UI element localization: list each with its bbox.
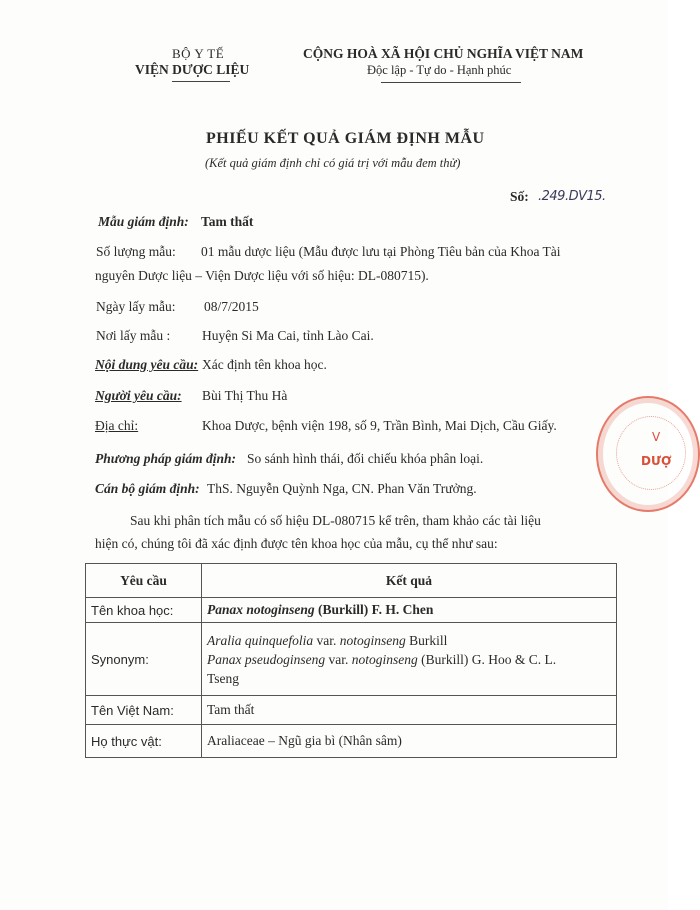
result-table (85, 563, 617, 758)
method-value: So sánh hình thái, đối chiếu khóa phân loại. (247, 451, 484, 466)
table-row (86, 725, 617, 758)
header-right-divider (381, 82, 521, 83)
conclusion-line2: hiện có, chúng tôi đã xác định được tên khoa học của mẫu, cụ thể như sau: (95, 536, 498, 551)
synonym-2-name: Panax pseudoginseng (207, 651, 326, 667)
table-header-row (86, 564, 617, 598)
quantity-value-line2: nguyên Dược liệu – Viện Dược liệu với số hiệu: DL-080715). (95, 268, 429, 283)
synonym-label: Synonym: (86, 623, 202, 696)
table-row (86, 623, 617, 696)
scientific-name-author: (Burkill) F. H. Chen (314, 602, 434, 617)
request-content-value: Xác định tên khoa học. (202, 357, 327, 372)
table-row (86, 598, 617, 623)
address-label: Địa chỉ: (95, 418, 139, 433)
synonym-1-author: Burkill (405, 632, 448, 648)
sample-label: Mẫu giám định: (98, 214, 189, 229)
header-left-divider (172, 81, 230, 82)
conclusion-line1: Sau khi phân tích mẫu có số hiệu DL-080715 kể trên, tham khảo các tài liệu (130, 513, 541, 528)
synonym-line-1 (207, 631, 611, 650)
number-label: Số: (510, 189, 529, 204)
date-value: 08/7/2015 (204, 299, 259, 314)
vietnamese-name-label: Tên Việt Nam: (86, 696, 202, 725)
republic-name: CỘNG HOÀ XÃ HỘI CHỦ NGHĨA VIỆT NAM (303, 46, 584, 61)
synonym-1-name: Aralia quinquefolia (207, 632, 314, 648)
family-label: Họ thực vật: (86, 725, 202, 758)
synonym-1-epithet: notoginseng (339, 632, 406, 648)
synonym-2-epithet: notoginseng (351, 651, 418, 667)
document-title: PHIẾU KẾT QUẢ GIÁM ĐỊNH MẪU (206, 130, 485, 147)
date-label: Ngày lấy mẫu: (96, 299, 176, 314)
address-value: Khoa Dược, bệnh viện 198, số 9, Trần Bình, Mai Dịch, Cầu Giấy. (202, 418, 557, 433)
requester-label: Người yêu cầu: (95, 388, 182, 403)
number-value: .249.DV15. (538, 189, 606, 204)
stamp-text-top: V (652, 430, 661, 444)
request-content-label: Nội dung yêu cầu: (95, 357, 199, 372)
synonym-value (202, 623, 617, 696)
national-motto: Độc lập - Tự do - Hạnh phúc (367, 63, 512, 77)
method-label: Phương pháp giám định: (95, 451, 236, 466)
scientific-name-label: Tên khoa học: (86, 598, 202, 623)
place-value: Huyện Si Ma Cai, tỉnh Lào Cai. (202, 328, 374, 343)
staff-label: Cán bộ giám định: (95, 481, 200, 496)
stamp-text-middle: DƯỢ (641, 454, 672, 468)
institute-name: VIỆN DƯỢC LIỆU (135, 62, 250, 77)
synonym-2-author: (Burkill) G. Hoo & C. L. (417, 651, 557, 667)
staff-value: ThS. Nguyễn Quỳnh Nga, CN. Phan Văn Trưởng. (207, 481, 477, 496)
scientific-name-genus-species: Panax notoginseng (207, 602, 315, 617)
synonym-line-3: Tseng (207, 670, 240, 686)
ministry-name: BỘ Y TẾ (172, 46, 225, 61)
scientific-name-value (202, 598, 617, 623)
synonym-2-rank: var. (325, 651, 352, 667)
document-subtitle: (Kết quả giám định chỉ có giá trị với mẫu đem thử) (205, 156, 461, 170)
quantity-label: Số lượng mẫu: (96, 244, 176, 259)
synonym-1-rank: var. (313, 632, 340, 648)
vietnamese-name-value: Tam thất (202, 696, 617, 725)
table-header-result: Kết quả (202, 564, 617, 598)
quantity-value-line1: 01 mẫu dược liệu (Mẫu được lưu tại Phòng Tiêu bản của Khoa Tài (201, 244, 561, 259)
table-header-request: Yêu cầu (86, 564, 202, 598)
place-label: Nơi lấy mẫu : (96, 328, 171, 343)
official-stamp-inner-ring (616, 416, 686, 490)
family-value: Araliaceae – Ngũ gia bì (Nhân sâm) (202, 725, 617, 758)
table-row (86, 696, 617, 725)
synonym-line-2 (207, 650, 611, 669)
sample-value: Tam thất (201, 214, 254, 229)
requester-value: Bùi Thị Thu Hà (202, 388, 288, 403)
